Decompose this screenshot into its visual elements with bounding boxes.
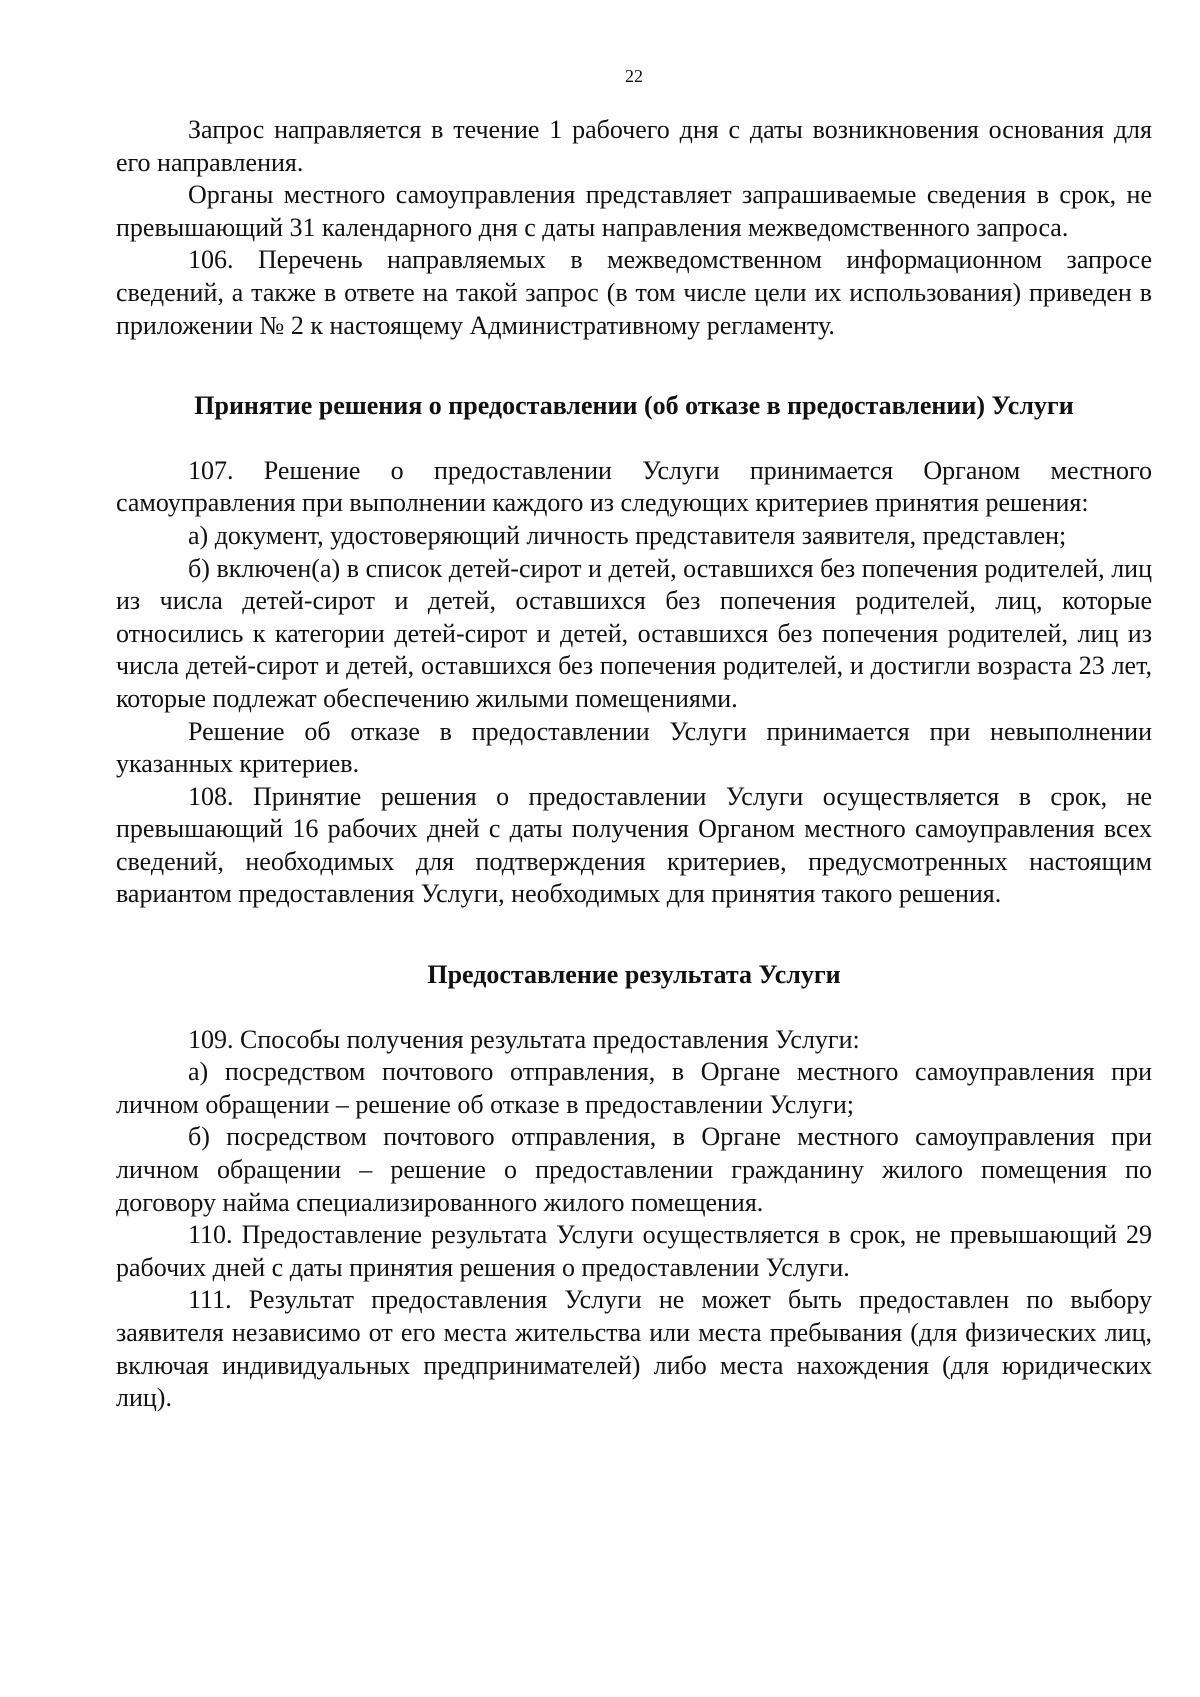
paragraph: 106. Перечень направляемых в межведомственном информационном запросе сведений, а также в ответе на такой запрос (в том числе цели их использования) приведен в приложении № 2 к настоящему Административному регламенту.	[116, 245, 1152, 340]
page-number: 22	[625, 66, 643, 86]
paragraph: б) включен(а) в список детей-сирот и детей, оставшихся без попечения родителей, лиц из числа детей-сирот и детей, оставшихся без попечения родителей, лиц, которые относились к категории детей-сирот и детей, оставшихся без попечения родителей, лиц из числа детей-сирот и детей, оставшихся без попечения родителей, и достигли возраста 23 лет, которые подлежат обеспечению жилыми помещениями.	[116, 553, 1152, 713]
paragraph: 111. Результат предоставления Услуги не может быть предоставлен по выбору заявителя независимо от его места жительства или места пребывания (для физических лиц, включая индивидуальных предпринимателей) либо места нахождения (для юридических лиц).	[116, 1285, 1152, 1413]
paragraph: 109. Способы получения результата предоставления Услуги:	[188, 1024, 860, 1054]
paragraph: 107. Решение о предоставлении Услуги принимается Органом местного самоуправления при выполнении каждого из следующих критериев принятия решения:	[116, 455, 1152, 518]
paragraph: а) посредством почтового отправления, в Органе местного самоуправления при личном обращении – решение об отказе в предоставлении Услуги;	[116, 1057, 1152, 1119]
section-heading: Предоставление результата Услуги	[427, 960, 841, 990]
paragraph: Запрос направляется в течение 1 рабочего дня с даты возникновения основания для его направления.	[116, 115, 1152, 177]
paragraph: 108. Принятие решения о предоставлении Услуги осуществляется в срок, не превышающий 16 рабочих дней с даты получения Органом местного самоуправления всех сведений, необходимых для подтверждения критериев, предусмотренных настоящим вариантом предоставления Услуги, необходимых для принятия такого решения.	[116, 781, 1152, 909]
paragraph: б) посредством почтового отправления, в Органе местного самоуправления при личном обращении – решение о предоставлении гражданину жилого помещения по договору найма специализированного жилого помещения.	[116, 1122, 1152, 1217]
document-page	[116, 66, 1152, 1415]
paragraph: Органы местного самоуправления представляет запрашиваемые сведения в срок, не превышающий 31 календарного дня с даты направления межведомственного запроса.	[116, 180, 1152, 242]
paragraph: Решение об отказе в предоставлении Услуги принимается при невыполнении указанных критериев.	[116, 716, 1152, 779]
paragraph: а) документ, удостоверяющий личность представителя заявителя, представлен;	[188, 520, 1067, 550]
section-heading: Принятие решения о предоставлении (об отказе в предоставлении) Услуги	[194, 391, 1074, 421]
paragraph: 110. Предоставление результата Услуги осуществляется в срок, не превышающий 29 рабочих дней с даты принятия решения о предоставлении Услуги.	[116, 1220, 1152, 1282]
